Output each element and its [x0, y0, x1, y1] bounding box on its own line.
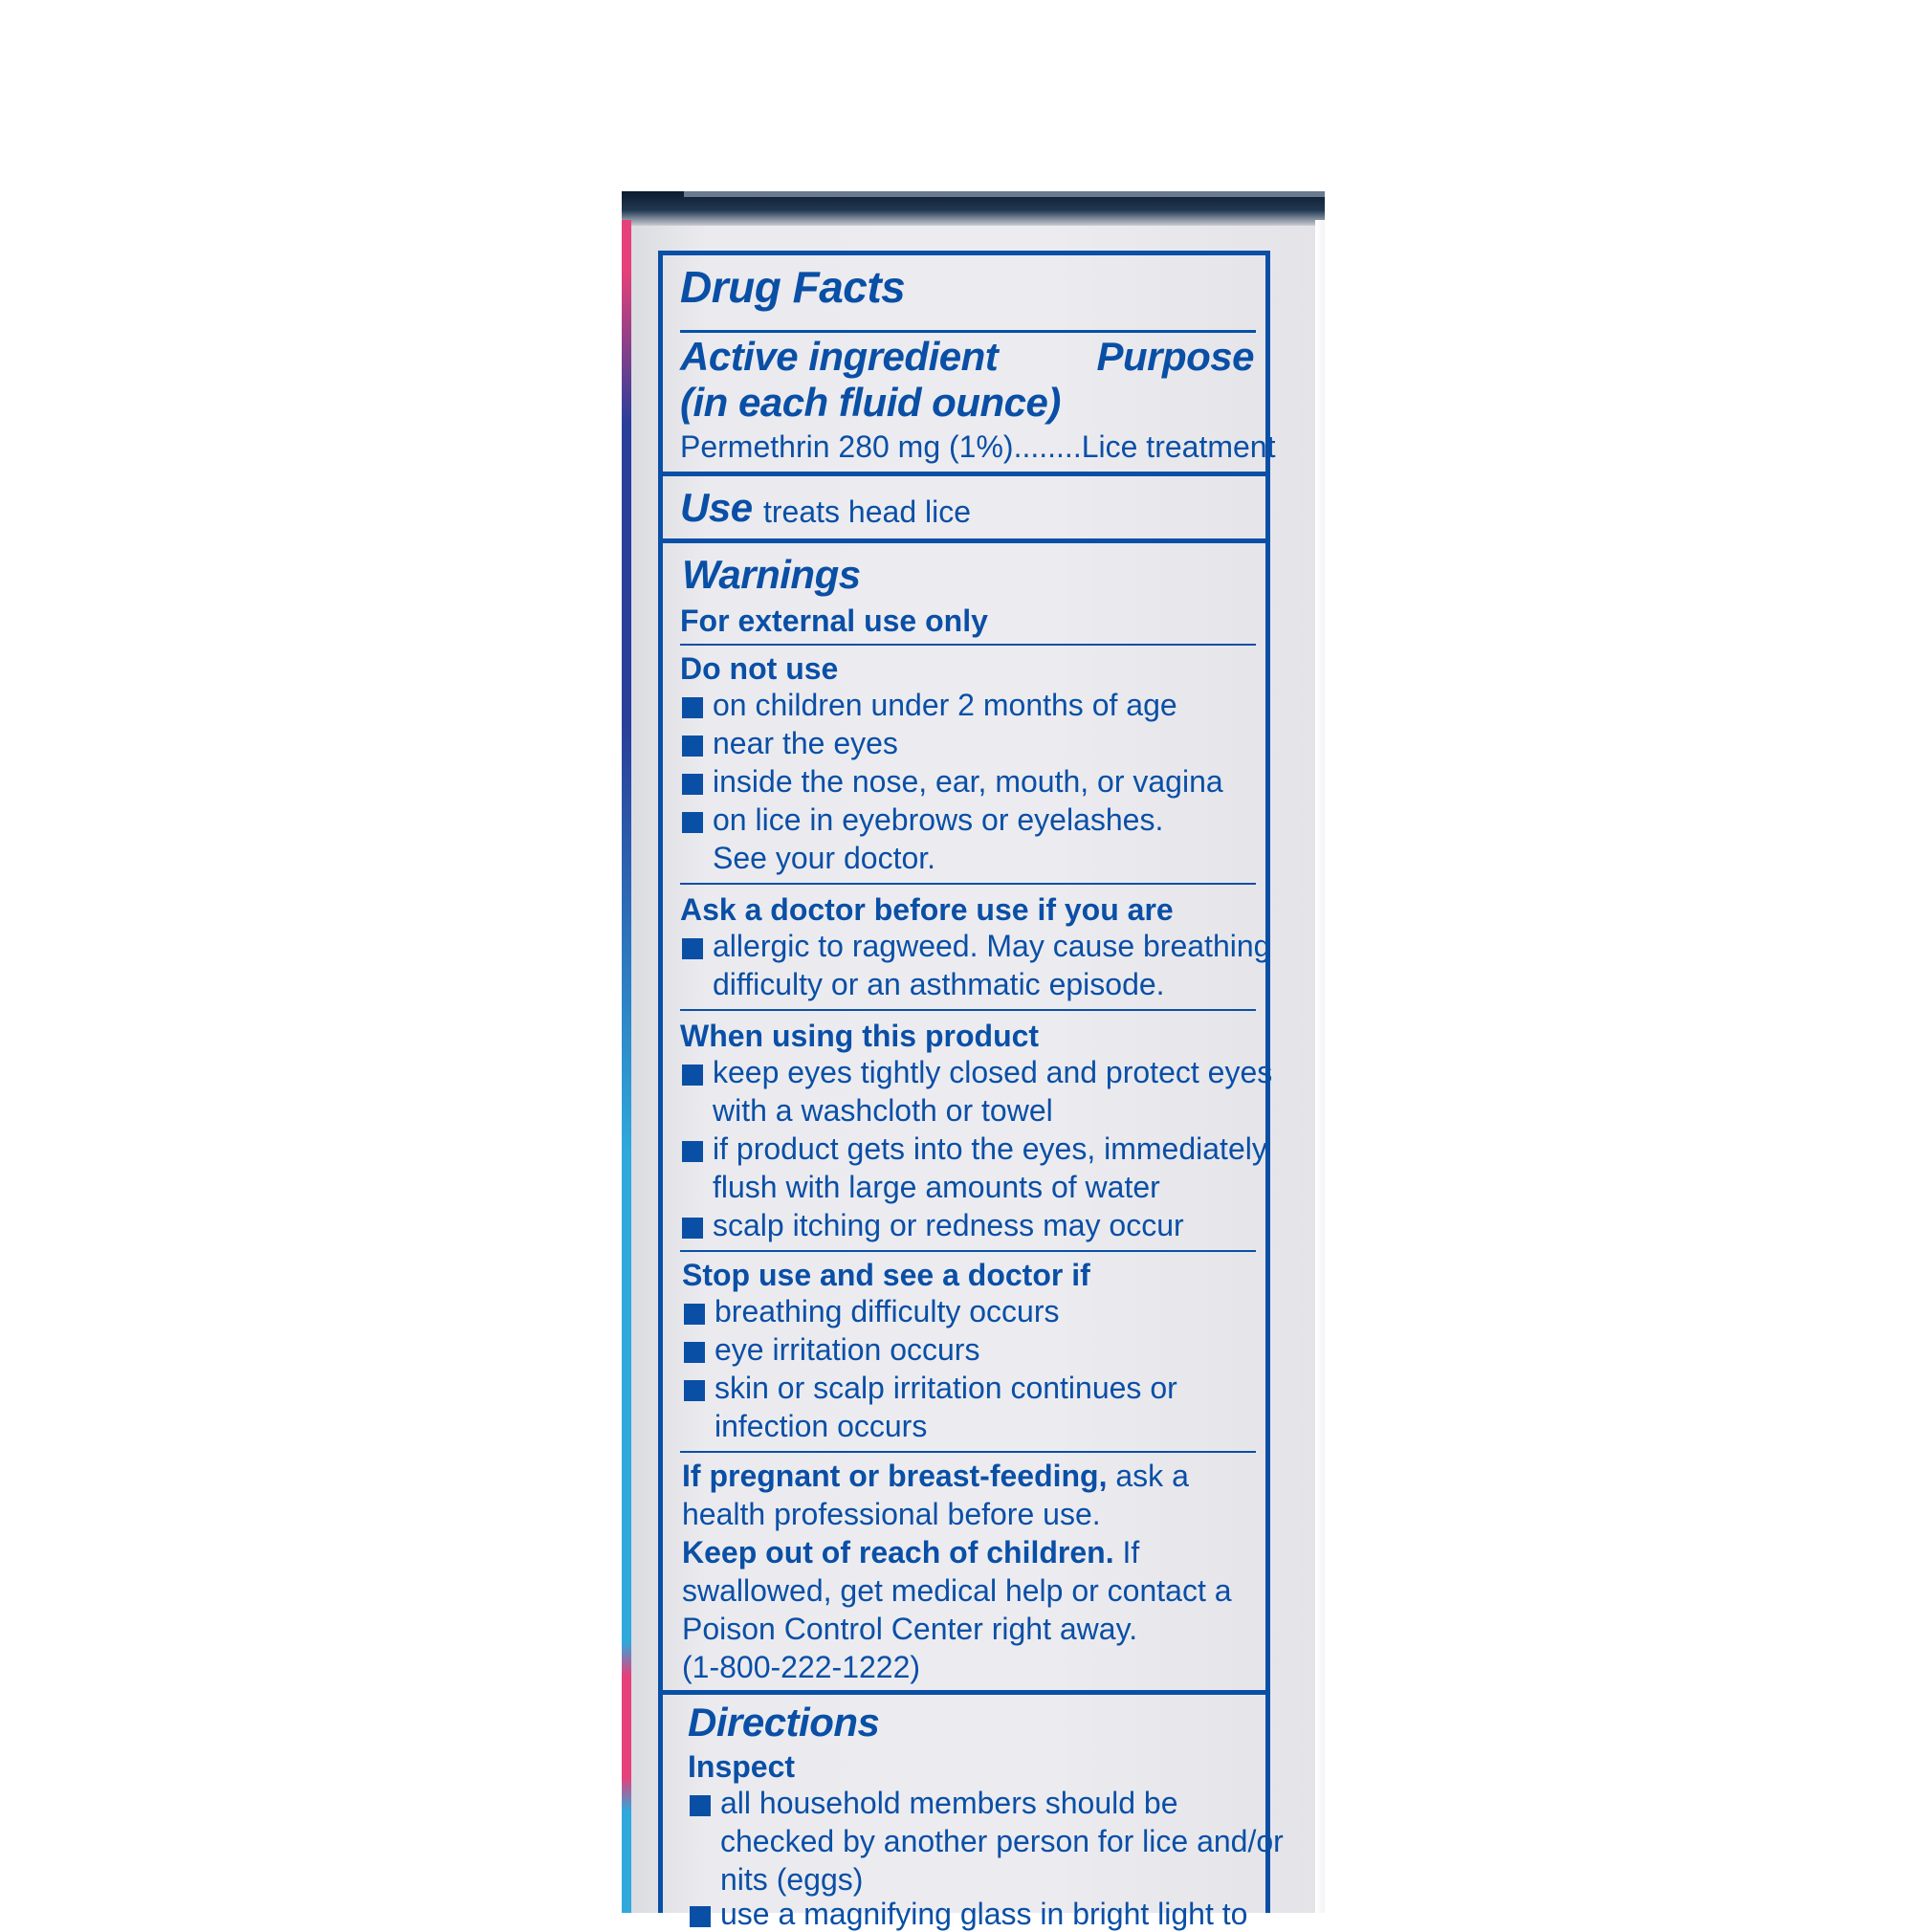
box-top-flap	[684, 191, 1325, 197]
product-box	[622, 191, 1325, 1931]
bullet-icon	[690, 1795, 711, 1816]
when-using-item: keep eyes tightly closed and protect eyes	[713, 1055, 1273, 1089]
bullet-icon	[682, 938, 703, 959]
stop-use-item: eye irritation occurs	[715, 1332, 980, 1367]
use-heading: Use	[680, 485, 753, 530]
stop-use-item: breathing difficulty occurs	[715, 1294, 1060, 1328]
pregnant-warning-bold: If pregnant or breast-feeding,	[682, 1459, 1108, 1493]
active-ingredient-subheading: (in each fluid ounce)	[680, 380, 1061, 425]
do-not-use-item-continued: See your doctor.	[713, 841, 936, 875]
ask-doctor-item-continued: difficulty or an asthmatic episode.	[713, 967, 1165, 1001]
purpose-heading: Purpose	[1096, 334, 1254, 379]
warnings-divider-1	[680, 644, 1256, 646]
bullet-icon	[682, 735, 703, 757]
stop-use-heading: Stop use and see a doctor if	[682, 1258, 1090, 1292]
use-text: treats head lice	[763, 494, 972, 529]
keep-out-warning-line3: Poison Control Center right away.	[682, 1612, 1138, 1646]
directions-heading: Directions	[688, 1700, 880, 1745]
do-not-use-item: inside the nose, ear, mouth, or vagina	[713, 764, 1223, 799]
keep-out-warning-line2: swallowed, get medical help or contact a	[682, 1573, 1232, 1608]
ask-doctor-item: allergic to ragweed. May cause breathing	[713, 929, 1271, 963]
do-not-use-item: on children under 2 months of age	[713, 688, 1177, 722]
active-ingredient-line: Permethrin 280 mg (1%)........Lice treatment	[680, 429, 1276, 464]
bullet-icon	[684, 1342, 705, 1363]
bullet-icon	[684, 1304, 705, 1325]
bullet-icon	[682, 1218, 703, 1239]
ask-doctor-heading: Ask a doctor before use if you are	[680, 892, 1174, 927]
directions-item-continued: nits (eggs)	[720, 1862, 864, 1897]
bullet-icon	[684, 1380, 705, 1401]
section-divider-warnings	[663, 538, 1265, 543]
directions-item: use a magnifying glass in bright light to	[720, 1897, 1248, 1931]
inspect-heading: Inspect	[688, 1749, 796, 1784]
warnings-heading: Warnings	[682, 552, 861, 597]
bullet-icon	[682, 812, 703, 833]
bullet-icon	[682, 697, 703, 718]
warnings-divider-3	[680, 1009, 1256, 1011]
warnings-divider-2	[680, 883, 1256, 885]
do-not-use-heading: Do not use	[680, 651, 839, 686]
pregnant-warning	[682, 1459, 1189, 1494]
section-divider-use	[663, 472, 1265, 476]
bullet-icon	[682, 774, 703, 795]
active-ingredient-heading: Active ingredient	[680, 334, 999, 379]
drug-facts-title: Drug Facts	[680, 262, 906, 312]
bullet-icon	[682, 1141, 703, 1162]
when-using-item: scalp itching or redness may occur	[713, 1208, 1184, 1242]
directions-item-continued: checked by another person for lice and/or	[720, 1824, 1284, 1858]
drug-facts-panel	[658, 251, 1284, 1931]
when-using-item-continued: flush with large amounts of water	[713, 1170, 1160, 1204]
title-divider	[680, 330, 1256, 333]
do-not-use-item: on lice in eyebrows or eyelashes.	[713, 802, 1164, 837]
keep-out-warning-bold: Keep out of reach of children.	[682, 1535, 1114, 1570]
poison-control-phone: (1-800-222-1222)	[682, 1650, 921, 1684]
pregnant-warning-rest: ask a	[1107, 1459, 1189, 1493]
when-using-heading: When using this product	[680, 1019, 1040, 1053]
bullet-icon	[690, 1906, 711, 1927]
section-divider-directions	[663, 1690, 1265, 1695]
external-use-only: For external use only	[680, 604, 988, 638]
directions-item: all household members should be	[720, 1786, 1178, 1820]
stop-use-item: skin or scalp irritation continues or	[715, 1371, 1177, 1405]
when-using-item: if product gets into the eyes, immediately	[713, 1131, 1267, 1166]
stop-use-item-continued: infection occurs	[715, 1409, 928, 1443]
box-side-artwork-edge	[622, 220, 631, 1913]
warnings-divider-4	[680, 1250, 1256, 1252]
bullet-icon	[682, 1065, 703, 1086]
warnings-divider-5	[680, 1451, 1256, 1453]
keep-out-warning	[682, 1535, 1139, 1570]
do-not-use-item: near the eyes	[713, 726, 898, 760]
when-using-item-continued: with a washcloth or towel	[713, 1093, 1053, 1128]
keep-out-warning-rest: If	[1113, 1535, 1140, 1570]
pregnant-warning-line2: health professional before use.	[682, 1497, 1101, 1531]
box-right-edge	[1315, 220, 1325, 1913]
